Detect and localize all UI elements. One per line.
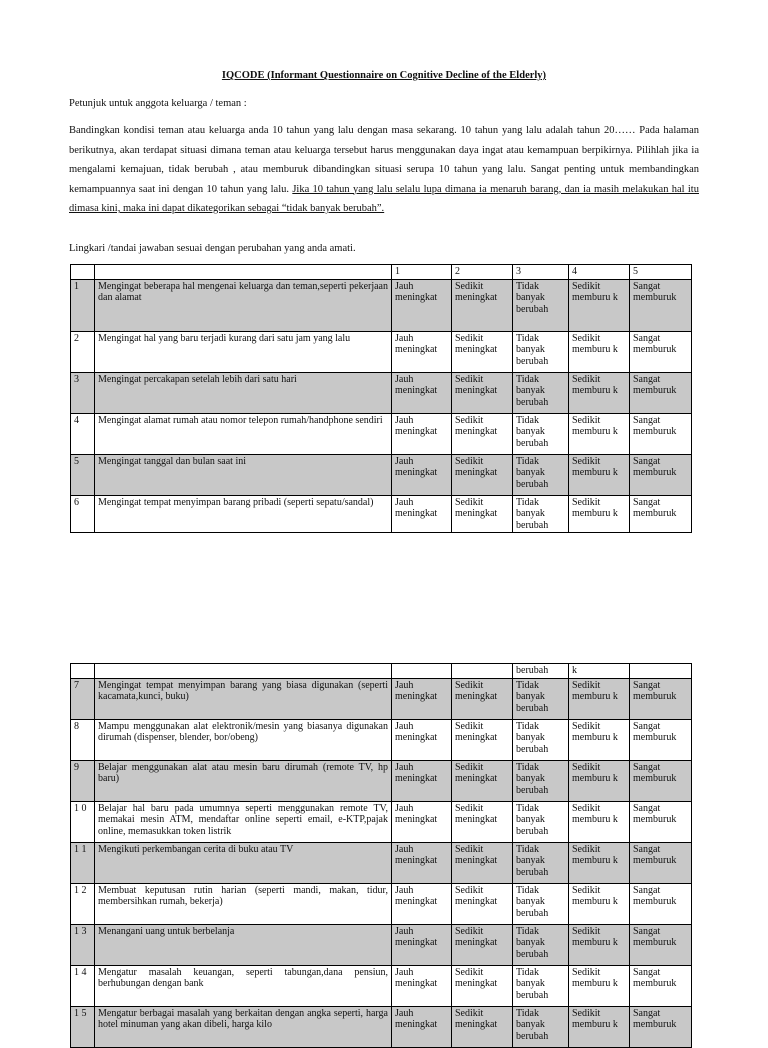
question-text: Mengingat beberapa hal mengenai keluarga dan teman,seperti pekerjaan dan alamat: [95, 279, 392, 331]
question-row: [71, 842, 692, 883]
question-row: [71, 331, 692, 372]
continued-cell: berubah: [513, 664, 569, 679]
answer-option-3[interactable]: Tidak banyak berubah: [513, 801, 569, 842]
answer-option-2[interactable]: Sedikit meningkat: [452, 719, 513, 760]
question-number: 2: [71, 331, 95, 372]
answer-option-3[interactable]: Tidak banyak berubah: [513, 965, 569, 1006]
answer-option-3[interactable]: Tidak banyak berubah: [513, 924, 569, 965]
instruction-text: Petunjuk untuk anggota keluarga / teman :: [69, 98, 247, 109]
answer-option-2[interactable]: Sedikit meningkat: [452, 678, 513, 719]
answer-option-5[interactable]: Sangat memburuk: [630, 842, 692, 883]
question-row: [71, 495, 692, 533]
continued-cell: [95, 664, 392, 679]
answer-option-3[interactable]: Tidak banyak berubah: [513, 760, 569, 801]
question-row: [71, 801, 692, 842]
answer-option-5[interactable]: Sangat memburuk: [630, 924, 692, 965]
answer-option-1[interactable]: Jauh meningkat: [392, 760, 452, 801]
answer-option-2[interactable]: Sedikit meningkat: [452, 454, 513, 495]
question-row: [71, 1006, 692, 1047]
question-text: Mampu menggunakan alat elektronik/mesin yang biasanya digunakan dirumah (dispenser, blender, bor/obeng): [95, 719, 392, 760]
scale-header: 2: [452, 265, 513, 280]
answer-option-4[interactable]: Sedikit memburu k: [569, 883, 630, 924]
answer-option-3[interactable]: Tidak banyak berubah: [513, 495, 569, 533]
answer-option-4[interactable]: Sedikit memburu k: [569, 965, 630, 1006]
answer-option-4[interactable]: Sedikit memburu k: [569, 495, 630, 533]
answer-option-4[interactable]: Sedikit memburu k: [569, 1006, 630, 1047]
question-text: Mengingat tempat menyimpan barang pribadi (seperti sepatu/sandal): [95, 495, 392, 533]
answer-option-2[interactable]: Sedikit meningkat: [452, 331, 513, 372]
question-row: [71, 924, 692, 965]
question-row: [71, 965, 692, 1006]
answer-option-2[interactable]: Sedikit meningkat: [452, 965, 513, 1006]
answer-option-1[interactable]: Jauh meningkat: [392, 924, 452, 965]
question-text: Belajar menggunakan alat atau mesin baru dirumah (remote TV, hp baru): [95, 760, 392, 801]
answer-option-3[interactable]: Tidak banyak berubah: [513, 331, 569, 372]
question-row: [71, 413, 692, 454]
question-row: [71, 372, 692, 413]
answer-option-2[interactable]: Sedikit meningkat: [452, 495, 513, 533]
answer-option-4[interactable]: Sedikit memburu k: [569, 331, 630, 372]
paragraph-text: Bandingkan kondisi teman atau keluarga anda 10 tahun yang lalu dengan masa sekarang. 10 tahun yang lalu adalah tahun 20…… Pada halaman berikutnya, akan terdapat situasi dimana teman atau keluarga tersebut harus menggunakan daya ingat atau kemampuan berpikirnya. Pilihlah jika ia mengalami kemajuan, tidak berubah , atau memburuk dibandingkan situasi serupa 10 tahun yang lalu. Sangat penting untuk membandingkan kemampuannya saat ini dengan 10 tahun yang lalu.: [69, 125, 699, 195]
answer-option-4[interactable]: Sedikit memburu k: [569, 801, 630, 842]
answer-option-1[interactable]: Jauh meningkat: [392, 1006, 452, 1047]
answer-option-2[interactable]: Sedikit meningkat: [452, 760, 513, 801]
answer-option-3[interactable]: Tidak banyak berubah: [513, 883, 569, 924]
questionnaire-table-1: [70, 264, 692, 533]
answer-option-1[interactable]: Jauh meningkat: [392, 678, 452, 719]
question-text: Belajar hal baru pada umumnya seperti menggunakan remote TV, memakai mesin ATM, mendaftar online seperti email, e-KTP,pajak online, memasukkan token listrik: [95, 801, 392, 842]
answer-option-2[interactable]: Sedikit meningkat: [452, 279, 513, 331]
question-text: Menangani uang untuk berbelanja: [95, 924, 392, 965]
answer-option-4[interactable]: Sedikit memburu k: [569, 454, 630, 495]
answer-option-5[interactable]: Sangat memburuk: [630, 719, 692, 760]
answer-option-1[interactable]: Jauh meningkat: [392, 331, 452, 372]
answer-option-2[interactable]: Sedikit meningkat: [452, 924, 513, 965]
question-number: 1 0: [71, 801, 95, 842]
answer-option-3[interactable]: Tidak banyak berubah: [513, 413, 569, 454]
question-number: 5: [71, 454, 95, 495]
answer-option-1[interactable]: Jauh meningkat: [392, 965, 452, 1006]
continued-row: [71, 664, 692, 679]
question-number: 1 4: [71, 965, 95, 1006]
answer-option-2[interactable]: Sedikit meningkat: [452, 1006, 513, 1047]
answer-option-5[interactable]: Sangat memburuk: [630, 801, 692, 842]
question-number: 1: [71, 279, 95, 331]
question-number: 1 3: [71, 924, 95, 965]
question-text: Mengikuti perkembangan cerita di buku atau TV: [95, 842, 392, 883]
question-text: Mengingat alamat rumah atau nomor telepon rumah/handphone sendiri: [95, 413, 392, 454]
paragraph-underlined-text: Jika 10 tahun yang lalu selalu lupa dimana ia menaruh barang, dan ia masih melakukan hal itu dimasa kini, maka ini dapat dikategorikan sebagai “tidak banyak berubah”.: [69, 183, 699, 214]
question-row: [71, 883, 692, 924]
question-text: Mengatur masalah keuangan, seperti tabungan,dana pensiun, berhubungan dengan bank: [95, 965, 392, 1006]
scale-header: 1: [392, 265, 452, 280]
answer-option-5[interactable]: Sangat memburuk: [630, 678, 692, 719]
answer-option-5[interactable]: Sangat memburuk: [630, 372, 692, 413]
answer-option-5[interactable]: Sangat memburuk: [630, 760, 692, 801]
answer-option-1[interactable]: Jauh meningkat: [392, 801, 452, 842]
answer-option-2[interactable]: Sedikit meningkat: [452, 372, 513, 413]
questionnaire-table-2: [70, 663, 692, 1048]
answer-option-3[interactable]: Tidak banyak berubah: [513, 678, 569, 719]
continued-cell: [452, 664, 513, 679]
question-row: [71, 719, 692, 760]
answer-option-5[interactable]: Sangat memburuk: [630, 413, 692, 454]
answer-option-2[interactable]: Sedikit meningkat: [452, 413, 513, 454]
header-blank: [95, 265, 392, 280]
question-text: Mengingat percakapan setelah lebih dari satu hari: [95, 372, 392, 413]
answer-option-4[interactable]: Sedikit memburu k: [569, 924, 630, 965]
answer-option-4[interactable]: Sedikit memburu k: [569, 279, 630, 331]
answer-option-2[interactable]: Sedikit meningkat: [452, 883, 513, 924]
question-number: 6: [71, 495, 95, 533]
answer-option-5[interactable]: Sangat memburuk: [630, 279, 692, 331]
question-text: Mengingat hal yang baru terjadi kurang dari satu jam yang lalu: [95, 331, 392, 372]
answer-option-1[interactable]: Jauh meningkat: [392, 719, 452, 760]
answer-option-5[interactable]: Sangat memburuk: [630, 495, 692, 533]
question-row: [71, 678, 692, 719]
scale-header: 4: [569, 265, 630, 280]
answer-option-4[interactable]: Sedikit memburu k: [569, 719, 630, 760]
answer-option-1[interactable]: Jauh meningkat: [392, 495, 452, 533]
answer-option-2[interactable]: Sedikit meningkat: [452, 801, 513, 842]
answer-option-4[interactable]: Sedikit memburu k: [569, 760, 630, 801]
answer-option-4[interactable]: Sedikit memburu k: [569, 842, 630, 883]
answer-option-2[interactable]: Sedikit meningkat: [452, 842, 513, 883]
answer-option-5[interactable]: Sangat memburuk: [630, 331, 692, 372]
question-number: 3: [71, 372, 95, 413]
answer-option-1[interactable]: Jauh meningkat: [392, 842, 452, 883]
question-number: 1 1: [71, 842, 95, 883]
question-text: Membuat keputusan rutin harian (seperti mandi, makan, tidur, membersihkan rumah, bekerja): [95, 883, 392, 924]
header-blank: [71, 265, 95, 280]
question-text: Mengingat tanggal dan bulan saat ini: [95, 454, 392, 495]
answer-option-5[interactable]: Sangat memburuk: [630, 883, 692, 924]
answer-option-4[interactable]: Sedikit memburu k: [569, 413, 630, 454]
question-number: 1 5: [71, 1006, 95, 1047]
document-title: IQCODE (Informant Questionnaire on Cognitive Decline of the Elderly): [221, 70, 547, 81]
answer-option-5[interactable]: Sangat memburuk: [630, 965, 692, 1006]
answer-option-3[interactable]: Tidak banyak berubah: [513, 1006, 569, 1047]
answer-option-3[interactable]: Tidak banyak berubah: [513, 842, 569, 883]
answer-option-1[interactable]: Jauh meningkat: [392, 372, 452, 413]
question-number: 1 2: [71, 883, 95, 924]
answer-option-3[interactable]: Tidak banyak berubah: [513, 719, 569, 760]
question-number: 4: [71, 413, 95, 454]
answer-option-4[interactable]: Sedikit memburu k: [569, 678, 630, 719]
question-number: 8: [71, 719, 95, 760]
question-text: Mengatur berbagai masalah yang berkaitan dengan angka seperti, harga hotel minuman yang akan dibeli, harga kilo: [95, 1006, 392, 1047]
question-text: Mengingat tempat menyimpan barang yang biasa digunakan (seperti kacamata,kunci, buku): [95, 678, 392, 719]
continued-cell: [71, 664, 95, 679]
answer-option-3[interactable]: Tidak banyak berubah: [513, 454, 569, 495]
continued-cell: [392, 664, 452, 679]
continued-cell: [630, 664, 692, 679]
answer-option-3[interactable]: Tidak banyak berubah: [513, 279, 569, 331]
scale-header-row: [71, 265, 692, 280]
continued-cell: k: [569, 664, 630, 679]
scale-header: 5: [630, 265, 692, 280]
question-number: 7: [71, 678, 95, 719]
answer-option-1[interactable]: Jauh meningkat: [392, 279, 452, 331]
circle-instruction: Lingkari /tandai jawaban sesuai dengan perubahan yang anda amati.: [69, 243, 356, 254]
answer-option-1[interactable]: Jauh meningkat: [392, 883, 452, 924]
answer-option-1[interactable]: Jauh meningkat: [392, 454, 452, 495]
scale-header: 3: [513, 265, 569, 280]
question-row: [71, 454, 692, 495]
question-row: [71, 279, 692, 331]
answer-option-4[interactable]: Sedikit memburu k: [569, 372, 630, 413]
answer-option-1[interactable]: Jauh meningkat: [392, 413, 452, 454]
question-row: [71, 760, 692, 801]
answer-option-3[interactable]: Tidak banyak berubah: [513, 372, 569, 413]
answer-option-5[interactable]: Sangat memburuk: [630, 1006, 692, 1047]
question-number: 9: [71, 760, 95, 801]
answer-option-5[interactable]: Sangat memburuk: [630, 454, 692, 495]
main-paragraph: [69, 121, 699, 219]
